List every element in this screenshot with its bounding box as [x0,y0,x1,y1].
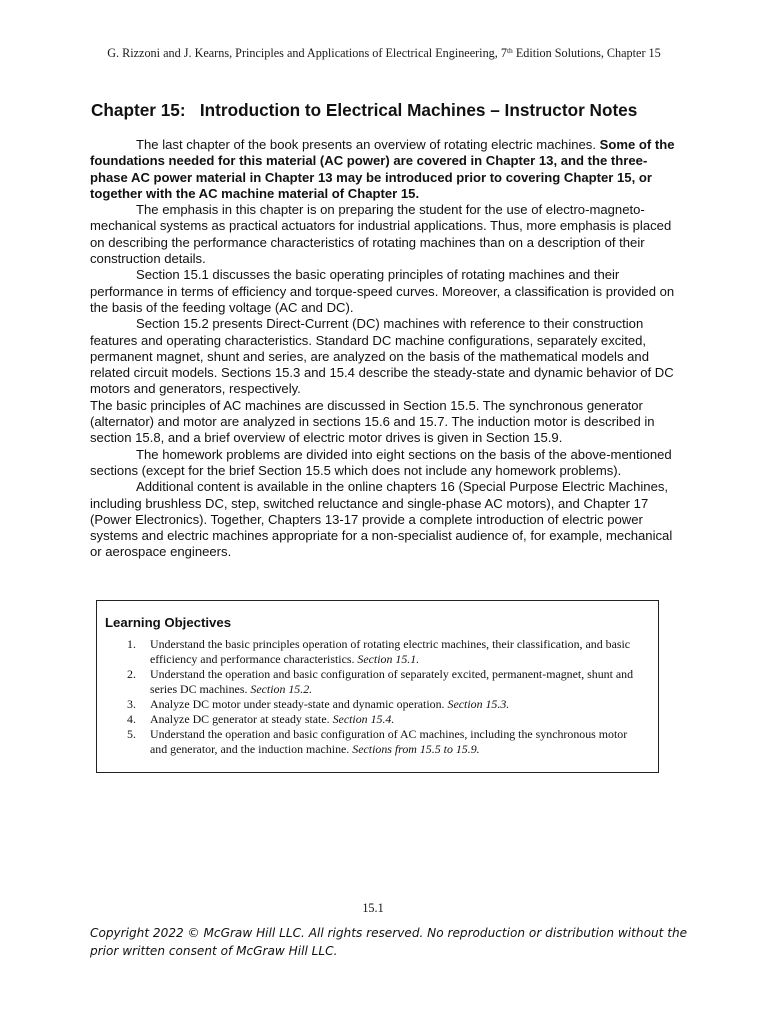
list-item-text: Analyze DC generator at steady state. [150,712,333,726]
learning-objectives-box [96,600,659,773]
paragraph-overview-plain: The last chapter of the book presents an overview of rotating electric machines. [136,137,600,152]
list-item [127,712,647,727]
list-item [127,667,647,697]
running-header [0,46,768,61]
list-item-section-ref: Section 15.2. [250,682,313,696]
list-item-number: 2. [127,667,136,681]
list-item-text: Understand the operation and basic configuration of separately excited, permanent-magnet, shunt and series DC machines. [150,667,634,696]
list-item-text: Understand the basic principles operation of rotating electric machines, their classification, and basic efficiency and performance characteristics. [150,637,631,666]
list-item-text: Understand the operation and basic configuration of AC machines, including the synchronous motor and generator, and the induction machine. [150,727,628,756]
header-text-start: G. Rizzoni and J. Kearns, Principles and Applications of Electrical Engineering, 7 [107,46,507,60]
paragraph-overview-bold: Some of the foundations needed for this material (AC power) are covered in Chapter 13, and the three-phase AC power material in Chapter 13 may be introduced prior to covering Chapter 15, or together with the AC machine material of Chapter 15. [90,137,675,201]
list-item-section-ref: Section 15.1. [357,652,420,666]
paragraph-homework: The homework problems are divided into eight sections on the basis of the above-mentioned sections (except for the brief Section 15.5 which does not include any homework problems). [90,446,672,478]
list-item-text: Analyze DC motor under steady-state and dynamic operation. [150,697,448,711]
list-item-number: 1. [127,637,136,651]
list-item [127,637,647,667]
paragraph-emphasis: The emphasis in this chapter is on preparing the student for the use of electro-magneto-mechanical systems as practical actuators for industrial applications. Thus, more emphasis is placed on describing the performance characteristics of rotating machines than on a description of their construction details. [90,202,672,267]
list-item [127,697,647,712]
header-superscript: th [506,46,513,55]
list-item-section-ref: Section 15.3. [447,697,510,711]
list-item [127,727,647,757]
chapter-title: Chapter 15: Introduction to Electrical Machines – Instructor Notes [91,100,638,120]
learning-objectives-title: Learning Objectives [105,615,232,630]
list-item-number: 5. [127,727,136,741]
copyright-notice: Copyright 2022 © McGraw Hill LLC. All rights reserved. No reproduction or distribution without the prior written consent of McGraw Hill LLC. [90,926,688,958]
list-item-section-ref: Sections from 15.5 to 15.9. [352,742,480,756]
paragraph-ac-machines: The basic principles of AC machines are discussed in Section 15.5. The synchronous generator (alternator) and motor are analyzed in sections 15.6 and 15.7. The induction motor is described in section 15.8, and a brief overview of electric motor drives is given in Section 15.9. [90,397,655,446]
page-number: 15.1 [362,901,384,915]
paragraph-section-15-1: Section 15.1 discusses the basic operating principles of rotating machines and their performance in terms of efficiency and torque-speed curves. Moreover, a classification is provided on the basis of the feeding voltage (AC and DC). [90,267,675,315]
paragraph-additional-content: Additional content is available in the online chapters 16 (Special Purpose Electric Machines, including brushless DC, step, switched reluctance and single-phase AC motors), and Chapter 17 (Power Electronics). Together, Chapters 13-17 provide a complete introduction of electric power systems and electric machines appropriate for a non-specialist audience of, for example, mechanical or aerospace engineers. [90,479,673,560]
list-item-number: 4. [127,712,136,726]
list-item-section-ref: Section 15.4. [332,712,395,726]
header-text-end: Edition Solutions, Chapter 15 [512,46,661,60]
paragraph-overview [90,137,682,202]
instructor-notes-body [90,137,682,561]
paragraph-section-15-2: Section 15.2 presents Direct-Current (DC) machines with reference to their construction features and operating characteristics. Standard DC machine configurations, separately excited, permanent magnet, shunt and series, are analyzed on the basis of the mathematical models and related circuit models. Sections 15.3 and 15.4 describe the steady-state and dynamic behavior of DC motors and generators, respectively. [90,316,674,397]
list-item-number: 3. [127,697,136,711]
learning-objectives-list [127,637,647,757]
